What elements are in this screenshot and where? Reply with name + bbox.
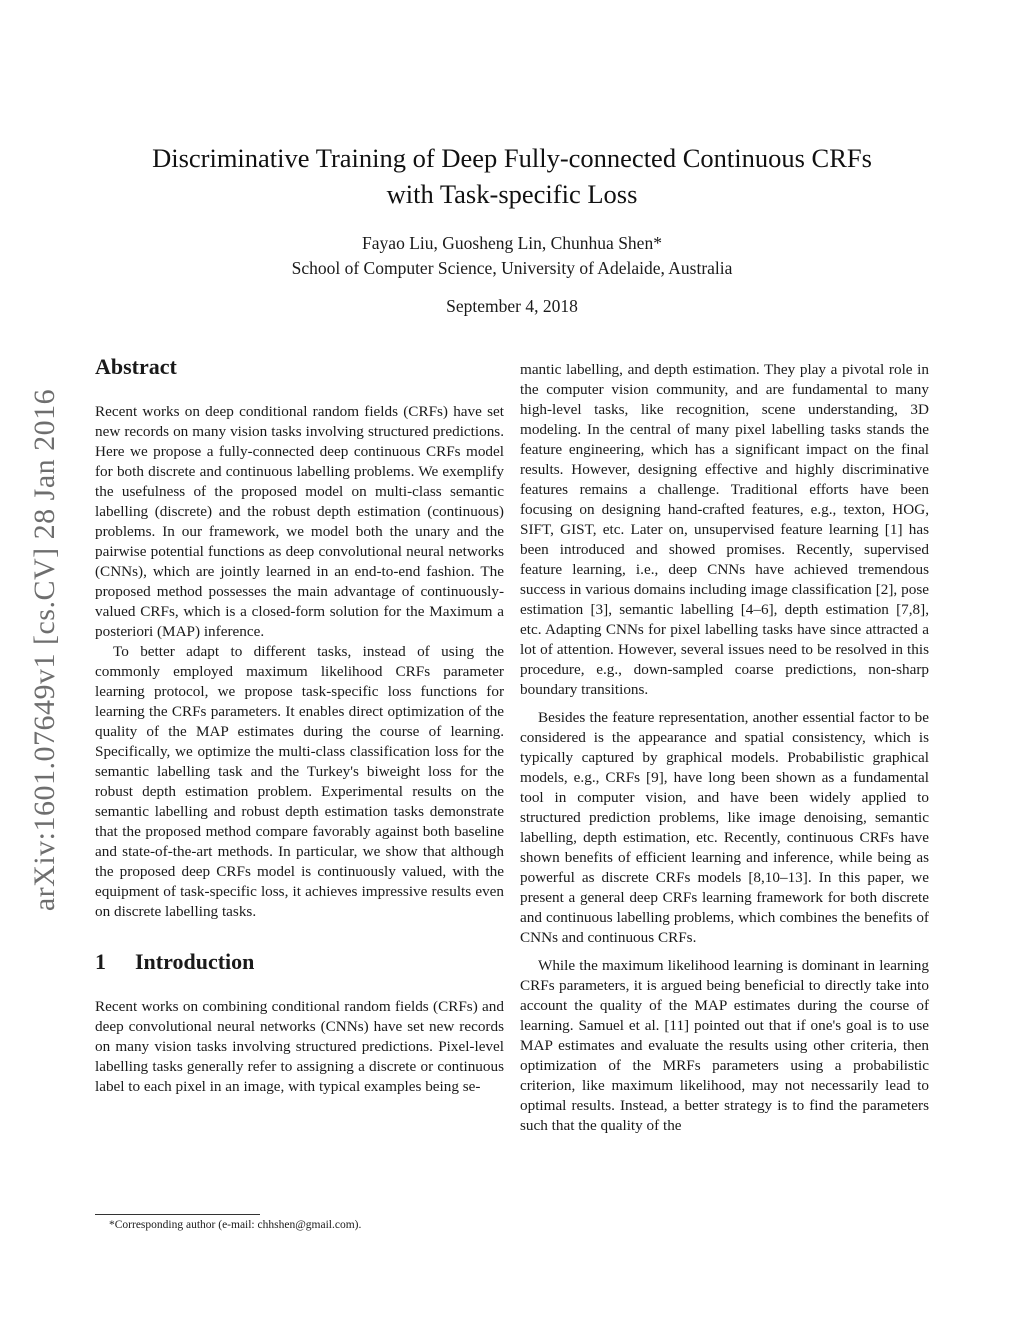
author-affiliation: School of Computer Science, University of Adelaide, Australia — [291, 258, 733, 278]
left-column — [95, 352, 504, 1097]
footnote-divider — [95, 1214, 260, 1215]
paper-date: September 4, 2018 — [446, 296, 578, 316]
abstract-paragraph: Recent works on deep conditional random fields (CRFs) have set new records on many vision tasks involving structured predictions. Here we propose a fully-connected deep continuous CRFs model for both discrete and continuous labelling problems. We exemplify the usefulness of the proposed model on multi-class semantic labelling (discrete) and the robust depth estimation (continuous) problems. In our framework, we model both the unary and the pairwise potential functions as deep convolutional neural networks (CNNs), which are jointly learned in an end-to-end fashion. The proposed method possesses the main advantage of continuously-valued CRFs, which is a closed-form solution for the Maximum a posteriori (MAP) inference. — [95, 403, 504, 640]
title-line: with Task-specific Loss — [386, 179, 638, 209]
section-number: 1 — [95, 949, 106, 974]
abstract-paragraph: To better adapt to different tasks, instead of using the commonly employed maximum likelihood CRFs parameter learning protocol, we propose task-specific loss functions for learning the CRFs parameters. It enables direct optimization of the quality of the MAP estimates during the course of learning. Specifically, we optimize the multi-class classification loss for the semantic labelling task and the Turkey's biweight loss for the robust depth estimation problem. Experimental results on the semantic labelling and robust depth estimation tasks demonstrate that the proposed method compare favorably against both baseline and state-of-the-art methods. In particular, we show that although the proposed deep CRFs model is continuously valued, with the equipment of task-specific loss, it achieves impressive results even on discrete labelling tasks. — [95, 643, 504, 920]
author-names: Fayao Liu, Guosheng Lin, Chunhua Shen* — [362, 233, 662, 253]
arxiv-identifier-text: arXiv:1601.07649v1 [cs.CV] 28 Jan 2016 — [28, 388, 61, 912]
right-column — [520, 360, 929, 1136]
paper-title — [100, 140, 924, 212]
title-line: Discriminative Training of Deep Fully-connected Continuous CRFs — [152, 143, 872, 173]
footnote: *Corresponding author (e-mail: chhshen@gmail.com). — [109, 1219, 362, 1231]
arxiv-identifier-stamp — [18, 355, 72, 945]
introduction-paragraph: While the maximum likelihood learning is dominant in learning CRFs parameters, it is argued being beneficial to directly take into account the quality of the MAP estimates during the course of learning. Samuel et al. [11] pointed out that if one's goal is to use MAP estimates and evaluate the results using other criteria, then optimization of the MRFs parameters using a probabilistic criterion, like maximum likelihood, may not necessarily lead to optimal results. Instead, a better strategy is to find the parameters such that the quality of the — [520, 957, 929, 1134]
section-title: Introduction — [135, 949, 255, 974]
author-block — [100, 231, 924, 281]
introduction-paragraph: Recent works on combining conditional random fields (CRFs) and deep convolutional neural networks (CNNs) have set new records on many vision tasks involving structured predictions. Pixel-level labelling tasks generally refer to assigning a discrete or continuous label to each pixel in an image, with typical examples being se- — [95, 998, 504, 1095]
abstract-heading: Abstract — [95, 354, 177, 379]
introduction-paragraph: Besides the feature representation, another essential factor to be considered is the appearance and spatial consistency, which is typically captured by graphical models. Probabilistic graphical models, e.g., CRFs [9], have long been shown as a fundamental tool in computer vision, and have been widely applied to structured prediction problems, like image denoising, semantic labelling, depth estimation, etc. Recently, continuous CRFs have shown benefits of efficient learning and inference, while being as powerful as discrete CRFs models [8,10–13]. In this paper, we present a general deep CRFs learning framework for both discrete and continuous labelling problems, which combines the benefits of CNNs and continuous CRFs. — [520, 709, 929, 946]
introduction-paragraph: mantic labelling, and depth estimation. They play a pivotal role in the computer vision community, and are fundamental to many high-level tasks, like recognition, scene understanding, 3D modeling. In the central of many pixel labelling tasks stands the feature engineering, which has a significant impact on the final results. However, designing effective and highly discriminative features remains a challenge. Traditional efforts have been focusing on designing hand-crafted features, e.g., texton, HOG, SIFT, GIST, etc. Later on, unsupervised feature learning [1] has been introduced and showed promises. Recently, supervised feature learning, i.e., deep CNNs have achieved tremendous success in various domains including image classification [2], pose estimation [3], semantic labelling [4–6], depth estimation [7,8], etc. Adapting CNNs for pixel labelling tasks have since attracted a lot of attention. However, several issues need to be resolved in this procedure, e.g., down-sampled coarse predictions, non-sharp boundary transitions. — [520, 361, 929, 698]
introduction-heading — [95, 947, 504, 977]
